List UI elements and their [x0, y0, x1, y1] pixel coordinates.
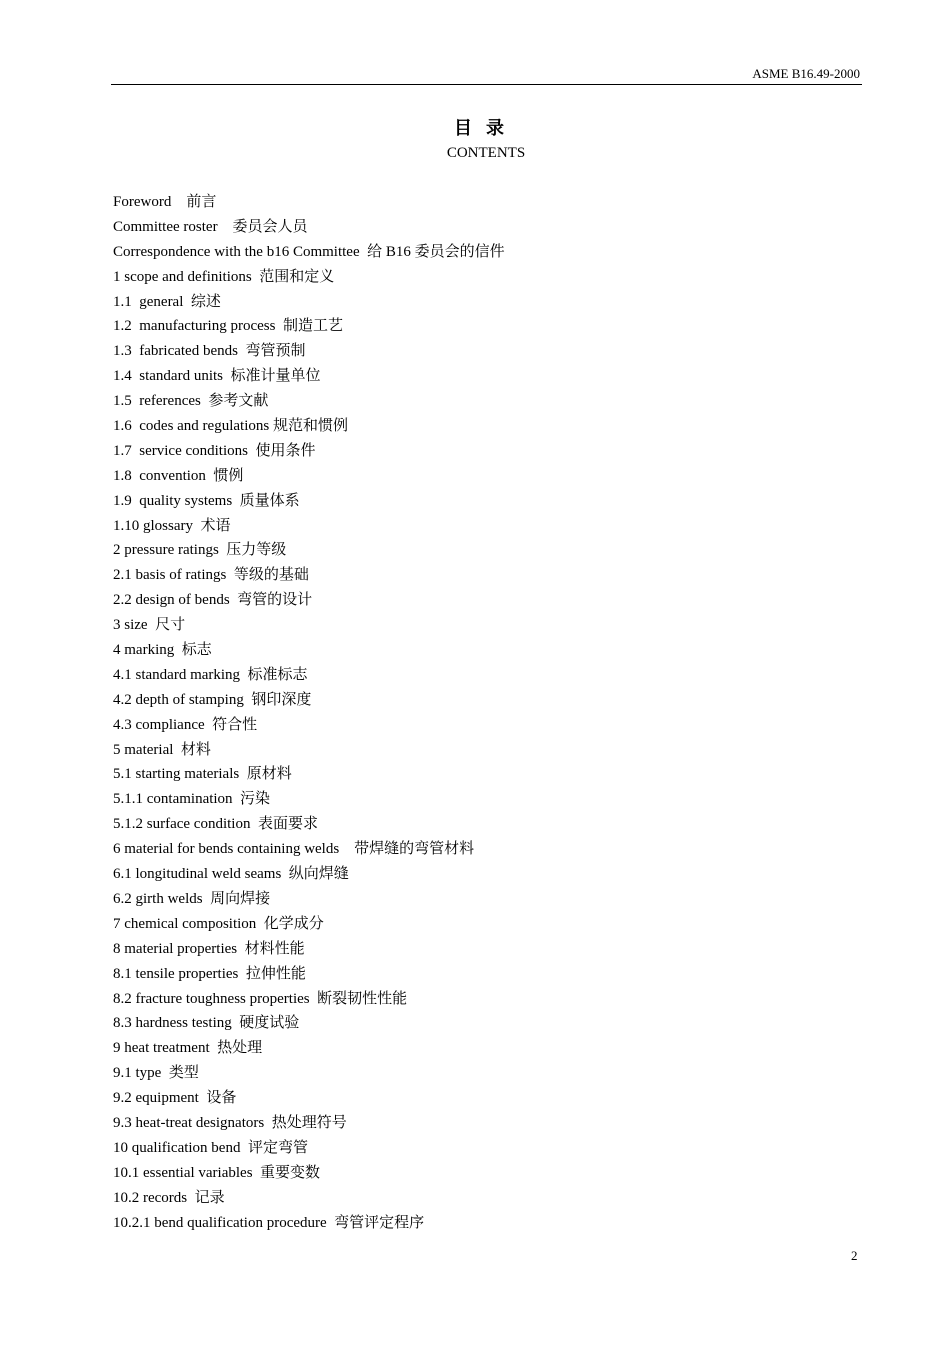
table-of-contents — [113, 190, 505, 1235]
toc-entry: 7 chemical composition 化学成分 — [113, 915, 324, 932]
toc-entry: 2.2 design of bends 弯管的设计 — [113, 592, 313, 609]
toc-entry: 6.1 longitudinal weld seams 纵向焊缝 — [113, 866, 349, 883]
page-number: 2 — [851, 1248, 858, 1263]
toc-entry: 1.5 references 参考文献 — [113, 393, 269, 410]
toc-entry: 5 material 材料 — [113, 741, 211, 758]
toc-entry: 8.3 hardness testing 硬度试验 — [113, 1015, 300, 1032]
toc-entry: 8.1 tensile properties 拉伸性能 — [113, 965, 306, 982]
toc-entry: 4 marking 标志 — [113, 642, 212, 659]
toc-entry: 1.9 quality systems 质量体系 — [113, 492, 300, 509]
toc-entry: 2.1 basis of ratings 等级的基础 — [113, 567, 309, 584]
toc-entry: 10.2 records 记录 — [113, 1189, 225, 1206]
toc-entry: 9.3 heat-treat designators 热处理符号 — [113, 1114, 347, 1131]
toc-entry: 10.1 essential variables 重要变数 — [113, 1164, 321, 1181]
toc-entry: 4.1 standard marking 标准标志 — [113, 666, 308, 683]
toc-entry: Foreword 前言 — [113, 194, 217, 210]
toc-entry: 8 material properties 材料性能 — [113, 940, 305, 957]
toc-entry: 9.1 type 类型 — [113, 1065, 199, 1082]
toc-entry: 1.7 service conditions 使用条件 — [113, 442, 316, 459]
toc-entry: 9 heat treatment 热处理 — [113, 1040, 263, 1057]
toc-entry: 5.1.2 surface condition 表面要求 — [113, 816, 318, 833]
toc-entry: 1.2 manufacturing process 制造工艺 — [113, 318, 343, 335]
header-divider — [111, 84, 862, 85]
toc-entry: 4.3 compliance 符合性 — [113, 716, 258, 733]
toc-entry: 1.10 glossary 术语 — [113, 517, 231, 534]
page-title-english: CONTENTS — [446, 145, 526, 161]
toc-entry: 10.2.1 bend qualification procedure 弯管评定程序 — [113, 1214, 425, 1231]
document-code: ASME B16.49-2000 — [752, 66, 860, 81]
toc-entry: 6.2 girth welds 周向焊接 — [113, 890, 271, 907]
toc-entry: 4.2 depth of stamping 钢印深度 — [113, 691, 312, 708]
toc-entry: 1.6 codes and regulations 规范和惯例 — [113, 418, 348, 435]
toc-entry: 10 qualification bend 评定弯管 — [113, 1139, 308, 1156]
toc-entry: 9.2 equipment 设备 — [113, 1090, 237, 1107]
toc-entry: 1.3 fabricated bends 弯管预制 — [113, 343, 306, 360]
toc-entry: 1.8 convention 惯例 — [113, 467, 244, 484]
toc-entry: 8.2 fracture toughness properties 断裂韧性性能 — [113, 990, 408, 1007]
toc-entry: 5.1.1 contamination 污染 — [113, 791, 271, 808]
toc-entry: 3 size 尺寸 — [113, 617, 186, 634]
toc-entry: Committee roster 委员会人员 — [113, 218, 308, 235]
toc-entry: 1 scope and definitions 范围和定义 — [113, 268, 335, 285]
toc-entry: 2 pressure ratings 压力等级 — [113, 542, 287, 559]
page-title-chinese: 目录 — [454, 118, 518, 138]
toc-entry: 1.4 standard units 标准计量单位 — [113, 368, 321, 385]
toc-entry: 1.1 general 综述 — [113, 293, 221, 310]
toc-entry: Correspondence with the b16 Committee 给 B16 委员会的信件 — [113, 243, 505, 260]
toc-entry: 5.1 starting materials 原材料 — [113, 766, 292, 783]
toc-entry: 6 material for bends containing welds 带焊缝的弯管材料 — [113, 841, 475, 858]
